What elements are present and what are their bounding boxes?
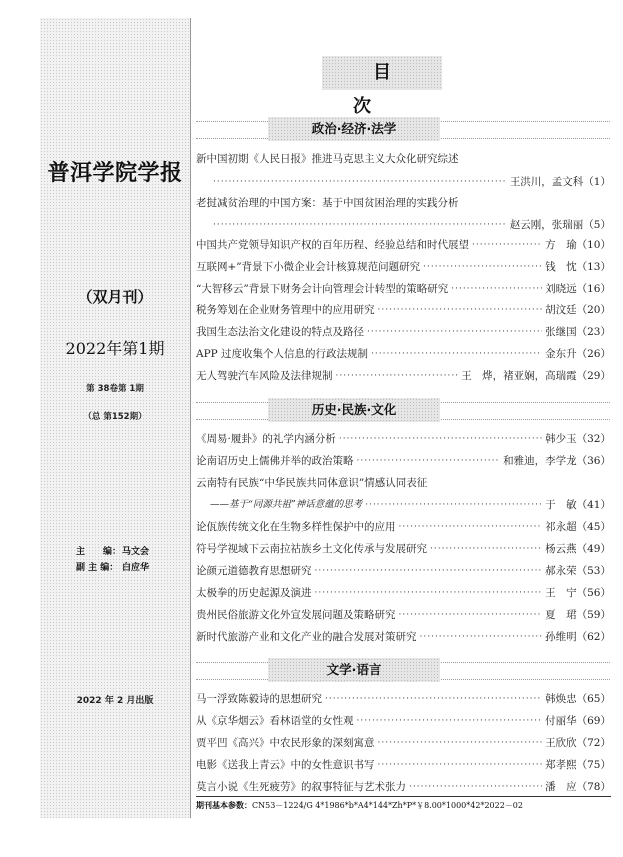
entry-title: 《周易·履卦》的礼学内涵分析 xyxy=(196,433,336,445)
entry-title: “大智移云”背景下财务会计向管理会计转型的策略研究 xyxy=(196,283,449,295)
toc-entry[interactable] xyxy=(196,368,611,384)
leader-dots xyxy=(339,431,542,447)
leader-dots xyxy=(378,757,543,773)
deputy-editor-name: 白应华 xyxy=(122,563,150,573)
entry-author: 和雅迪，李学龙（36） xyxy=(503,455,611,467)
entry-title: 我国生态法治文化建设的特点及路径 xyxy=(196,326,364,338)
toc-entry-continued[interactable] xyxy=(196,174,611,190)
entry-author: 王 烨，褚亚娴，高瑞霞（29） xyxy=(461,370,611,382)
entry-author: 韩少玉（32） xyxy=(545,433,611,445)
entry-author: 胡汶廷（20） xyxy=(545,304,611,316)
leader-dots xyxy=(420,629,543,645)
footer-rule xyxy=(196,796,611,797)
journal-title: 普洱学院学报 xyxy=(47,161,183,186)
entry-author: 方 瑜（10） xyxy=(545,239,611,251)
entry-title: 电影《送我上青云》中的女性意识书写 xyxy=(196,759,375,771)
entry-subtitle: ——基于“同源共祖”神话意蕴的思考 xyxy=(210,499,363,510)
entry-author: 刘晓远（16） xyxy=(545,283,611,295)
entry-author: 钱 忱（13） xyxy=(545,261,611,273)
leader-dots xyxy=(336,368,459,384)
entry-title: 老挝减贫治理的中国方案：基于中国贫困治理的实践分析 xyxy=(196,197,459,209)
leader-dots xyxy=(213,174,507,190)
entry-author: 赵云刚，张瑞丽（5） xyxy=(509,219,611,231)
entry-title: 互联网+”背景下小微企业会计核算规范问题研究 xyxy=(196,261,421,273)
toc-entry[interactable] xyxy=(196,475,611,491)
entry-title: 云南特有民族“中华民族共同体意识”情感认同表征 xyxy=(196,477,428,489)
toc-entry[interactable] xyxy=(196,779,611,795)
toc-entry[interactable] xyxy=(196,563,611,579)
leader-dots xyxy=(315,585,543,601)
leader-dots xyxy=(378,735,543,751)
toc-entry[interactable] xyxy=(196,195,611,211)
entry-title: 中国共产党领导知识产权的百年历程、经验总结和时代展望 xyxy=(196,239,469,251)
section-header xyxy=(196,117,610,141)
entry-title: 符号学视域下云南拉祜族乡土文化传承与发展研究 xyxy=(196,543,427,555)
entry-title: 莫言小说《生死疲劳》的叙事特征与艺术张力 xyxy=(196,781,406,793)
leader-dots xyxy=(430,541,542,557)
toc-entry[interactable] xyxy=(196,607,611,623)
entry-author: 韩焕忠（65） xyxy=(545,693,611,705)
parameters-value: CN53－1224/G 4*1986*b*A4*144*Zh*P*￥8.00*1000*42*2022－02 xyxy=(252,801,523,810)
column-divider xyxy=(190,18,191,818)
entry-author: 于 敏（41） xyxy=(545,499,611,511)
section-title: 政治·经济·法学 xyxy=(268,117,440,141)
entry-title: 论南诏历史上儒佛并举的政治策略 xyxy=(196,455,354,467)
volume-number: 第 38卷第 1期 xyxy=(86,384,144,394)
section-header xyxy=(196,658,610,682)
leader-dots xyxy=(357,713,543,729)
entry-author: 潘 应（78） xyxy=(545,781,611,793)
toc-entry[interactable] xyxy=(196,324,611,340)
leader-dots xyxy=(423,259,542,275)
entry-author: 王 宁（56） xyxy=(545,587,611,599)
entry-title: 太极拳的历史起源及演进 xyxy=(196,587,312,599)
year-issue: 2022年第1期 xyxy=(65,339,165,358)
toc-entry-continued[interactable] xyxy=(196,217,611,233)
leader-dots xyxy=(399,607,543,623)
entry-author: 祁永超（45） xyxy=(545,521,611,533)
toc-entry[interactable] xyxy=(196,541,611,557)
leader-dots xyxy=(409,779,542,795)
toc-entry[interactable] xyxy=(196,735,611,751)
parameters-label: 期刊基本参数： xyxy=(196,801,252,810)
entry-title: 贾平凹《高兴》中农民形象的深刻寓意 xyxy=(196,737,375,749)
toc-entry[interactable] xyxy=(196,691,611,707)
toc-entry[interactable] xyxy=(196,757,611,773)
entry-title: 税务筹划在企业财务管理中的应用研究 xyxy=(196,304,375,316)
sidebar xyxy=(40,18,190,818)
entry-author: 张继国（23） xyxy=(545,326,611,338)
chief-editor-label: 主 编： xyxy=(76,547,122,557)
entry-author: 夏 珺（59） xyxy=(545,609,611,621)
toc-entry[interactable] xyxy=(196,585,611,601)
entry-author: 郑孝熙（75） xyxy=(545,759,611,771)
entry-title: 贵州民俗旅游文化外宣发展问题及策略研究 xyxy=(196,609,396,621)
entry-author: 郝永荣（53） xyxy=(545,565,611,577)
entry-author: 金东升（26） xyxy=(545,348,611,360)
entry-author: 王洪川，孟文科（1） xyxy=(509,176,611,188)
leader-dots xyxy=(378,302,543,318)
section-title: 历史·民族·文化 xyxy=(268,398,440,422)
entry-title: 论佤族传统文化在生物多样性保护中的应用 xyxy=(196,521,396,533)
deputy-editor-label: 副 主 编： xyxy=(76,563,119,573)
leader-dots xyxy=(365,497,542,513)
total-issue-number: （总 第152期） xyxy=(83,412,147,422)
deputy-editor xyxy=(76,560,149,573)
chief-editor-name: 马文会 xyxy=(122,547,150,557)
leader-dots xyxy=(371,346,542,362)
entry-title: 论颜元道德教育思想研究 xyxy=(196,565,312,577)
toc-entry[interactable] xyxy=(196,629,611,645)
leader-dots xyxy=(325,691,542,707)
journal-parameters xyxy=(196,800,523,811)
toc-heading: 目次 xyxy=(322,56,442,90)
toc-entry-subtitle[interactable] xyxy=(196,497,611,513)
entry-title: 无人驾驶汽车风险及法律规制 xyxy=(196,370,333,382)
entry-title: 新时代旅游产业和文化产业的融合发展对策研究 xyxy=(196,631,417,643)
toc-entry[interactable] xyxy=(196,431,611,447)
section-header xyxy=(196,398,610,422)
entry-author: 孙维明（62） xyxy=(545,631,611,643)
publication-date: 2022 年 2 月出版 xyxy=(76,696,154,706)
chief-editor xyxy=(76,544,149,557)
toc-entry[interactable] xyxy=(196,151,611,167)
toc-entry[interactable] xyxy=(196,346,611,362)
toc-entry[interactable] xyxy=(196,713,611,729)
entry-author: 付丽华（69） xyxy=(545,715,611,727)
publication-frequency: （双月刊） xyxy=(77,288,153,306)
leader-dots xyxy=(315,563,543,579)
entry-author: 杨云燕（49） xyxy=(545,543,611,555)
toc-entry[interactable] xyxy=(196,237,611,253)
entry-author: 王欣欣（72） xyxy=(545,737,611,749)
leader-dots xyxy=(367,324,542,340)
toc-entry[interactable] xyxy=(196,259,611,275)
toc-entry[interactable] xyxy=(196,302,611,318)
leader-dots xyxy=(399,519,543,535)
entry-title: APP 过度收集个人信息的行政法规制 xyxy=(196,348,369,360)
leader-dots xyxy=(357,453,501,469)
leader-dots xyxy=(213,217,507,233)
entry-title: 新中国初期《人民日报》推进马克思主义大众化研究综述 xyxy=(196,153,459,165)
entry-title: 从《京华烟云》看林语堂的女性观 xyxy=(196,715,354,727)
section-title: 文学·语言 xyxy=(268,658,440,682)
leader-dots xyxy=(472,237,542,253)
leader-dots xyxy=(451,281,542,297)
toc-entry[interactable] xyxy=(196,281,611,297)
toc-entry[interactable] xyxy=(196,453,611,469)
entry-title: 马一浮致陈毅诗的思想研究 xyxy=(196,693,322,705)
toc-entry[interactable] xyxy=(196,519,611,535)
